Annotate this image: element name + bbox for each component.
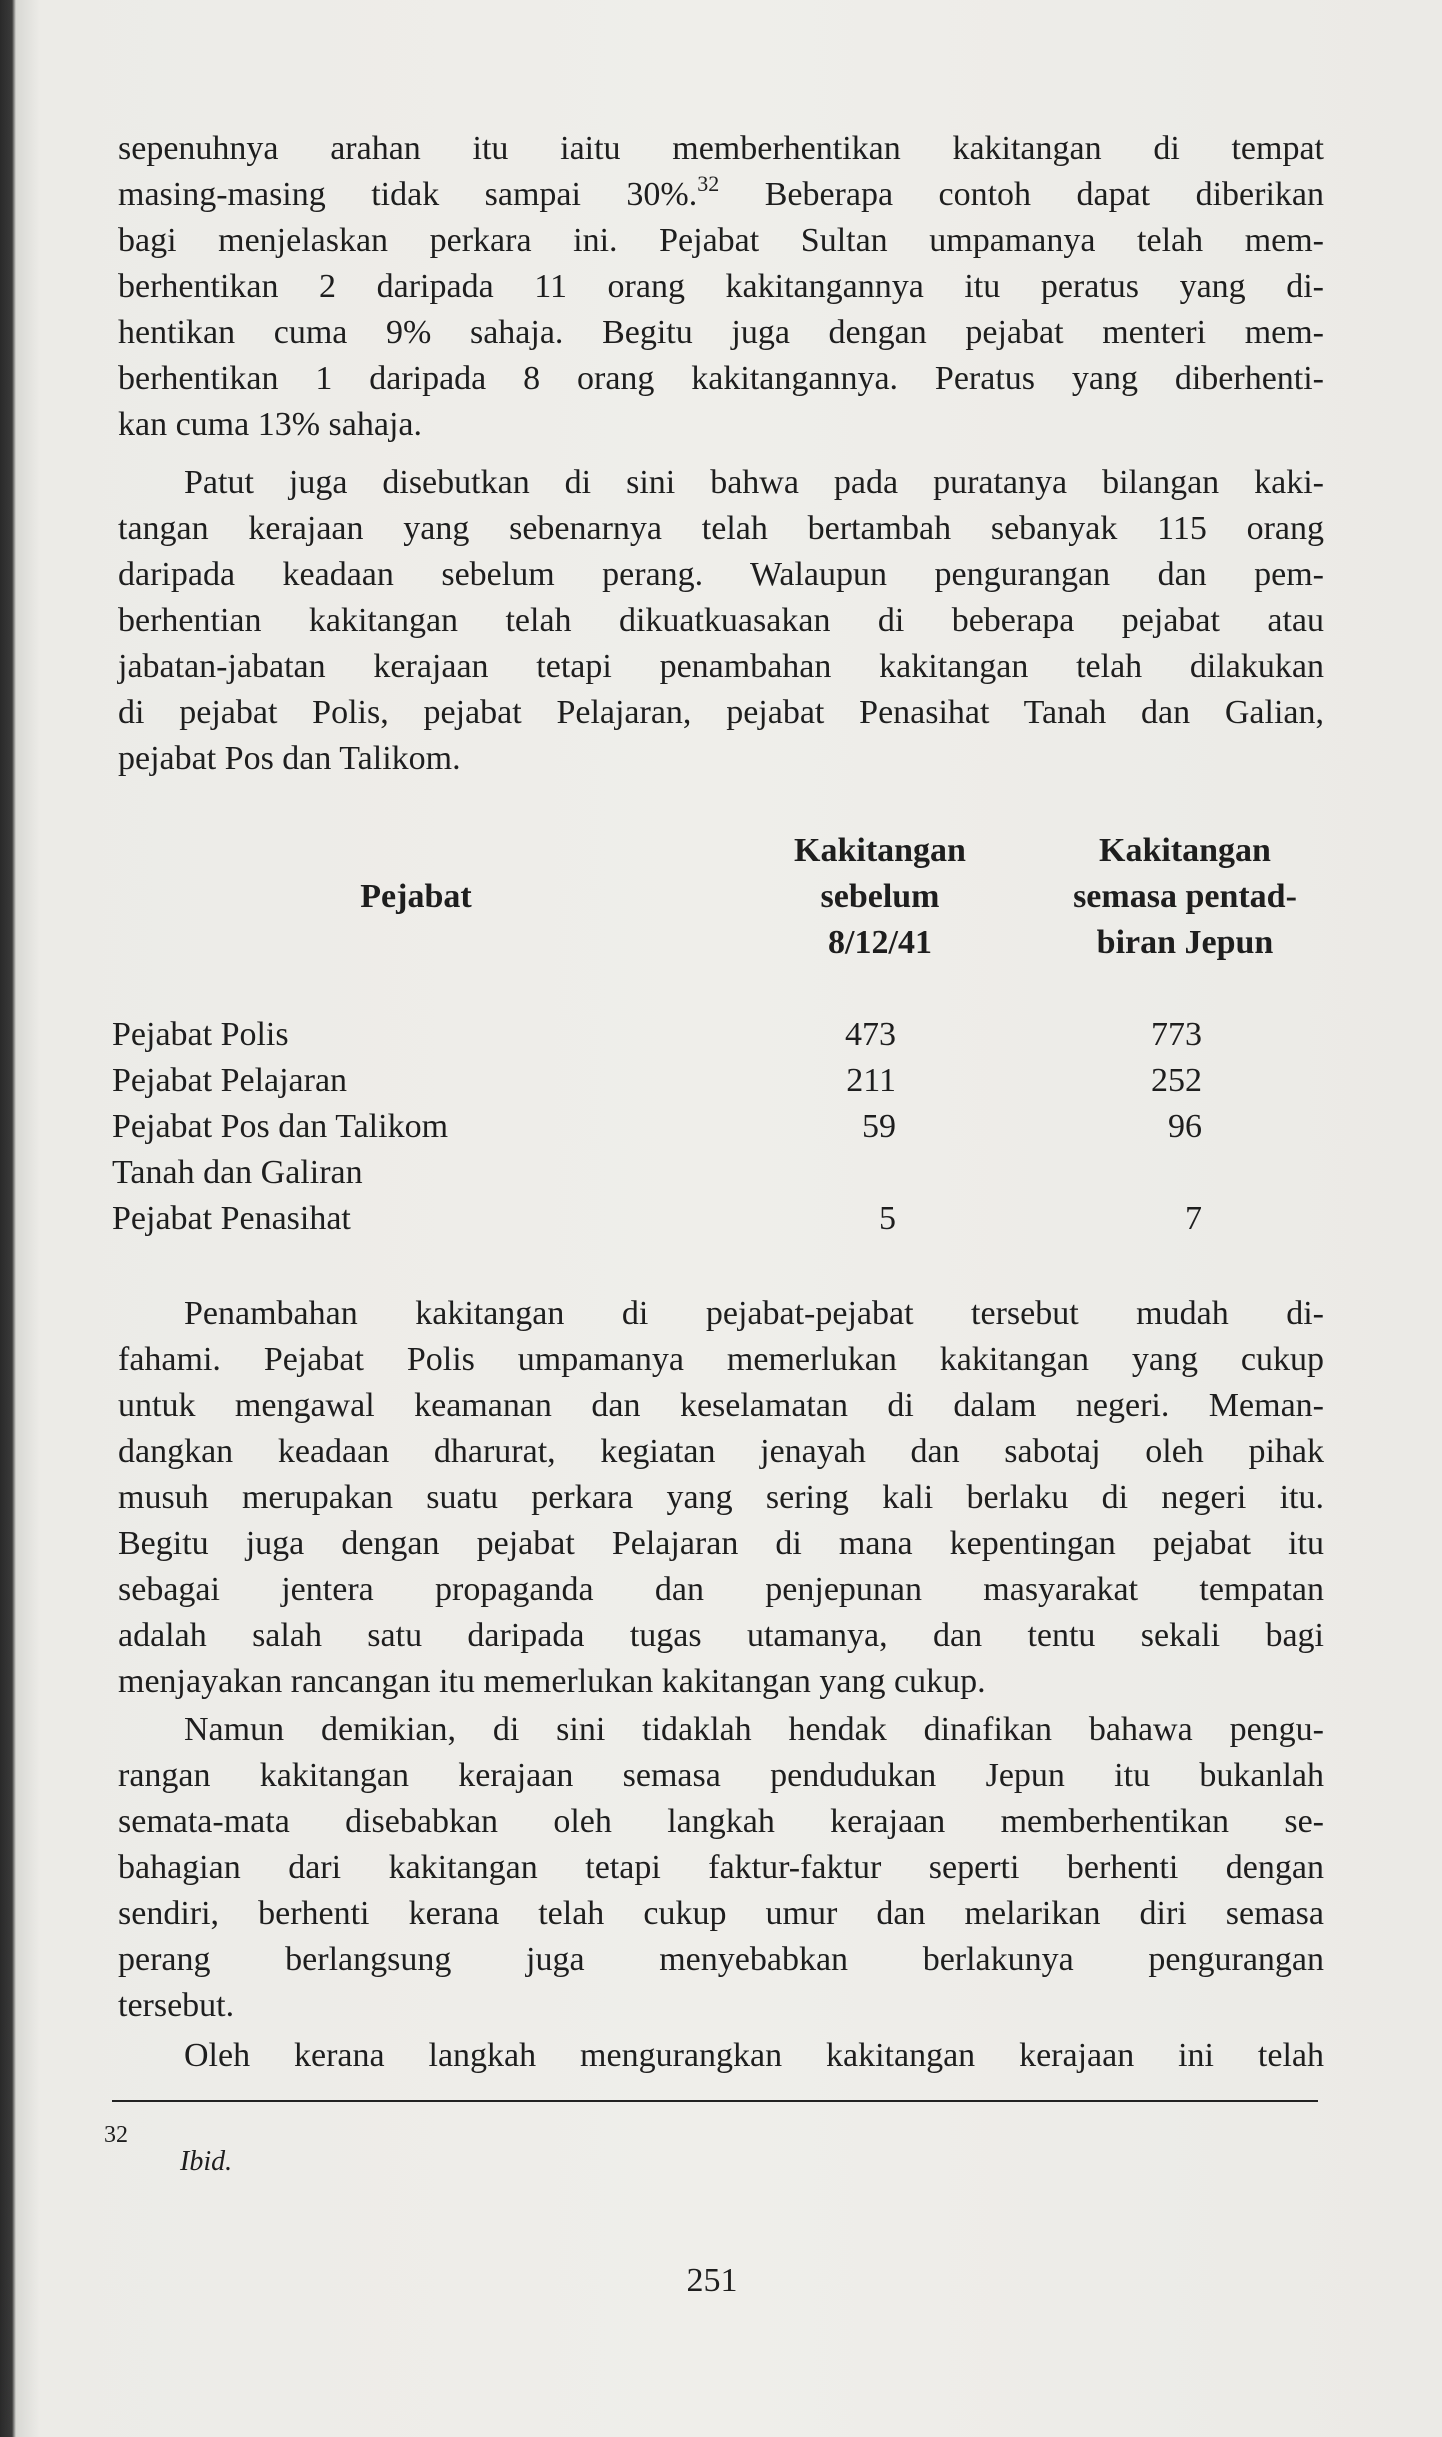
text-segment: masing-masing tidak sampai 30%. xyxy=(118,176,698,213)
text-line: bagi menjelaskan perkara ini. Pejabat Sultan umpamanya telah mem- xyxy=(118,222,1324,259)
paragraph-2 xyxy=(118,460,1324,782)
text-line: tangan kerajaan yang sebenarnya telah bertambah sebanyak 115 orang xyxy=(118,510,1324,547)
text-line: semata-mata disebabkan oleh langkah kerajaan memberhentikan se- xyxy=(118,1803,1324,1840)
page-number: 251 xyxy=(686,2262,738,2299)
footnote-reference[interactable]: 32 xyxy=(697,171,720,196)
text-line: kan cuma 13% sahaja. xyxy=(118,406,422,443)
text-line: hentikan cuma 9% sahaja. Begitu juga dengan pejabat menteri mem- xyxy=(118,314,1324,351)
paragraph-1 xyxy=(118,126,1324,448)
text-line: Namun demikian, di sini tidaklah hendak dinafikan bahawa pengu- xyxy=(184,1711,1324,1748)
header-before-line2: sebelum xyxy=(820,878,940,915)
text-line: musuh merupakan suatu perkara yang sering kali berlaku di negeri itu. xyxy=(118,1479,1324,1516)
text-line: jabatan-jabatan kerajaan tetapi penambahan kakitangan telah dilakukan xyxy=(118,648,1324,685)
text-line xyxy=(118,172,1324,218)
header-before-line3: 8/12/41 xyxy=(828,924,932,961)
text-line: berhentikan 1 daripada 8 orang kakitangannya. Peratus yang diberhenti- xyxy=(118,360,1324,397)
value-during: 252 xyxy=(1151,1062,1202,1099)
row-label: Tanah dan Galiran xyxy=(112,1154,363,1191)
text-line: untuk mengawal keamanan dan keselamatan di dalam negeri. Meman- xyxy=(118,1387,1324,1424)
value-before: 473 xyxy=(845,1016,896,1053)
value-during: 7 xyxy=(1185,1200,1202,1237)
text-line: adalah salah satu daripada tugas utamanya, dan tentu sekali bagi xyxy=(118,1617,1324,1654)
text-line: berhentikan 2 daripada 11 orang kakitangannya itu peratus yang di- xyxy=(118,268,1324,305)
text-line: sebagai jentera propaganda dan penjepunan masyarakat tempatan xyxy=(118,1571,1324,1608)
text-line: pejabat Pos dan Talikom. xyxy=(118,740,461,777)
header-during-line1: Kakitangan xyxy=(1099,832,1271,869)
value-before: 5 xyxy=(879,1200,896,1237)
text-line: sendiri, berhenti kerana telah cukup umur dan melarikan diri semasa xyxy=(118,1895,1324,1932)
text-line: Oleh kerana langkah mengurangkan kakitangan kerajaan ini telah xyxy=(184,2037,1324,2074)
footnote-text: Ibid. xyxy=(180,2146,233,2177)
row-label: Pejabat Pos dan Talikom xyxy=(112,1108,449,1145)
paragraph-3 xyxy=(118,1291,1324,1705)
value-before: 211 xyxy=(846,1062,896,1099)
footnote-number: 32 xyxy=(104,2122,128,2148)
text-line: bahagian dari kakitangan tetapi faktur-faktur seperti berhenti dengan xyxy=(118,1849,1324,1886)
paragraph-4 xyxy=(118,1707,1324,2029)
text-line: Penambahan kakitangan di pejabat-pejabat tersebut mudah di- xyxy=(184,1295,1324,1332)
text-line: daripada keadaan sebelum perang. Walaupun pengurangan dan pem- xyxy=(118,556,1324,593)
text-line: di pejabat Polis, pejabat Pelajaran, pejabat Penasihat Tanah dan Galian, xyxy=(118,694,1324,731)
row-label: Pejabat Pelajaran xyxy=(112,1062,348,1099)
row-label: Pejabat Polis xyxy=(112,1016,289,1053)
text-line: berhentian kakitangan telah dikuatkuasakan di beberapa pejabat atau xyxy=(118,602,1324,639)
paragraph-5 xyxy=(118,2033,1324,2079)
header-pejabat: Pejabat xyxy=(360,878,472,915)
header-during-line3: biran Jepun xyxy=(1096,924,1274,961)
header-during-line2: semasa pentad- xyxy=(1073,878,1297,915)
value-during: 773 xyxy=(1151,1016,1202,1053)
footnote-divider xyxy=(112,2100,1318,2102)
text-line: menjayakan rancangan itu memerlukan kakitangan yang cukup. xyxy=(118,1663,986,1700)
header-before-line1: Kakitangan xyxy=(794,832,966,869)
value-during: 96 xyxy=(1168,1108,1202,1145)
text-line: perang berlangsung juga menyebabkan berlakunya pengurangan xyxy=(118,1941,1324,1978)
text-line: dangkan keadaan dharurat, kegiatan jenayah dan sabotaj oleh pihak xyxy=(118,1433,1324,1470)
text-line: tersebut. xyxy=(118,1987,235,2024)
text-line: fahami. Pejabat Polis umpamanya memerlukan kakitangan yang cukup xyxy=(118,1341,1324,1378)
text-line: rangan kakitangan kerajaan semasa pendudukan Jepun itu bukanlah xyxy=(118,1757,1324,1794)
row-label: Pejabat Penasihat xyxy=(112,1200,351,1237)
value-before: 59 xyxy=(862,1108,896,1145)
text-segment: Beberapa contoh dapat diberikan xyxy=(719,176,1324,213)
text-line: sepenuhnya arahan itu iaitu memberhentikan kakitangan di tempat xyxy=(118,130,1324,167)
text-line: Begitu juga dengan pejabat Pelajaran di mana kepentingan pejabat itu xyxy=(118,1525,1324,1562)
text-line: Patut juga disebutkan di sini bahwa pada puratanya bilangan kaki- xyxy=(184,464,1324,501)
